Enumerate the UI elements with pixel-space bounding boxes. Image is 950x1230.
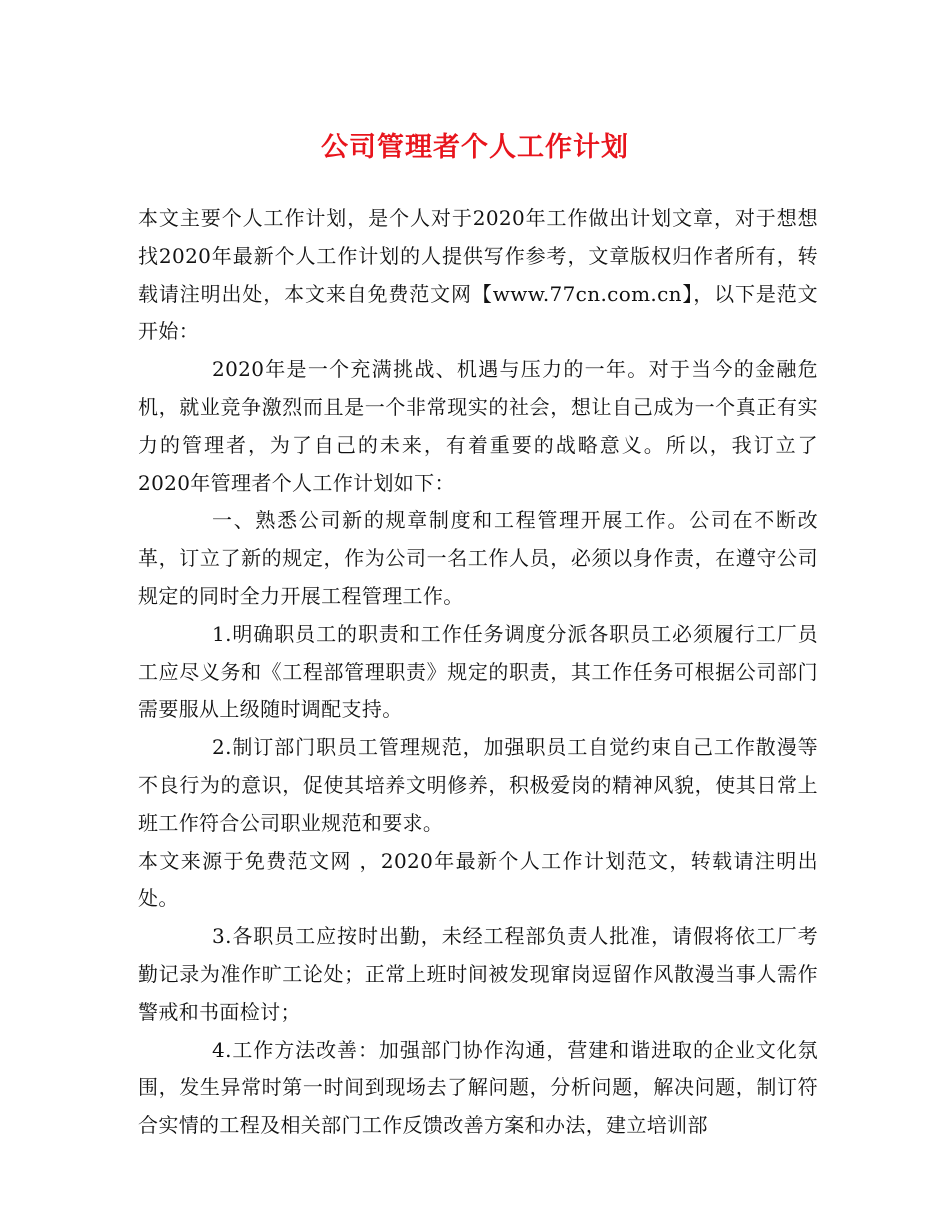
document-title: 公司管理者个人工作计划 — [321, 132, 629, 163]
body-paragraph: 3.各职员工应按时出勤，未经工程部负责人批准，请假将依工厂考勤记录为准作旷工论处；正常上班时间被发现窜岗逗留作风散漫当事人需作警戒和书面检讨； — [138, 924, 818, 1024]
body-paragraph: 2.制订部门职员工管理规范，加强职员工自觉约束自己工作散漫等不良行为的意识，促使其培养文明修养，积极爱岗的精神风貌，使其日常上班工作符合公司职业规范和要求。 — [138, 735, 818, 835]
body-paragraph: 一、熟悉公司新的规章制度和工程管理开展工作。公司在不断改革，订立了新的规定，作为公司一名工作人员，必须以身作责，在遵守公司规定的同时全力开展工程管理工作。 — [138, 508, 818, 608]
document-body — [138, 200, 818, 1145]
body-paragraph: 1.明确职员工的职责和工作任务调度分派各职员工必须履行工厂员工应尽义务和《工程部管理职责》规定的职责，其工作任务可根据公司部门需要服从上级随时调配支持。 — [138, 621, 818, 722]
body-paragraph: 4.工作方法改善：加强部门协作沟通，营建和谐进取的企业文化氛围，发生异常时第一时间到现场去了解问题，分析问题，解决问题，制订符合实情的工程及相关部门工作反馈改善方案和办法，建立培训部 — [138, 1037, 818, 1138]
source-note-paragraph: 本文来源于免费范文网 ，2020年最新个人工作计划范文，转载请注明出处。 — [138, 848, 818, 911]
body-paragraph: 2020年是一个充满挑战、机遇与压力的一年。对于当今的金融危机，就业竞争激烈而且是一个非常现实的社会，想让自己成为一个真正有实力的管理者，为了自己的未来，有着重要的战略意义。所以，我订立了2020年管理者个人工作计划如下： — [138, 357, 818, 495]
intro-paragraph: 本文主要个人工作计划，是个人对于2020年工作做出计划文章，对于想想找2020年最新个人工作计划的人提供写作参考，文章版权归作者所有，转载请注明出处，本文来自免费范文网【www.77cn.com.cn】，以下是范文开始： — [138, 206, 818, 344]
